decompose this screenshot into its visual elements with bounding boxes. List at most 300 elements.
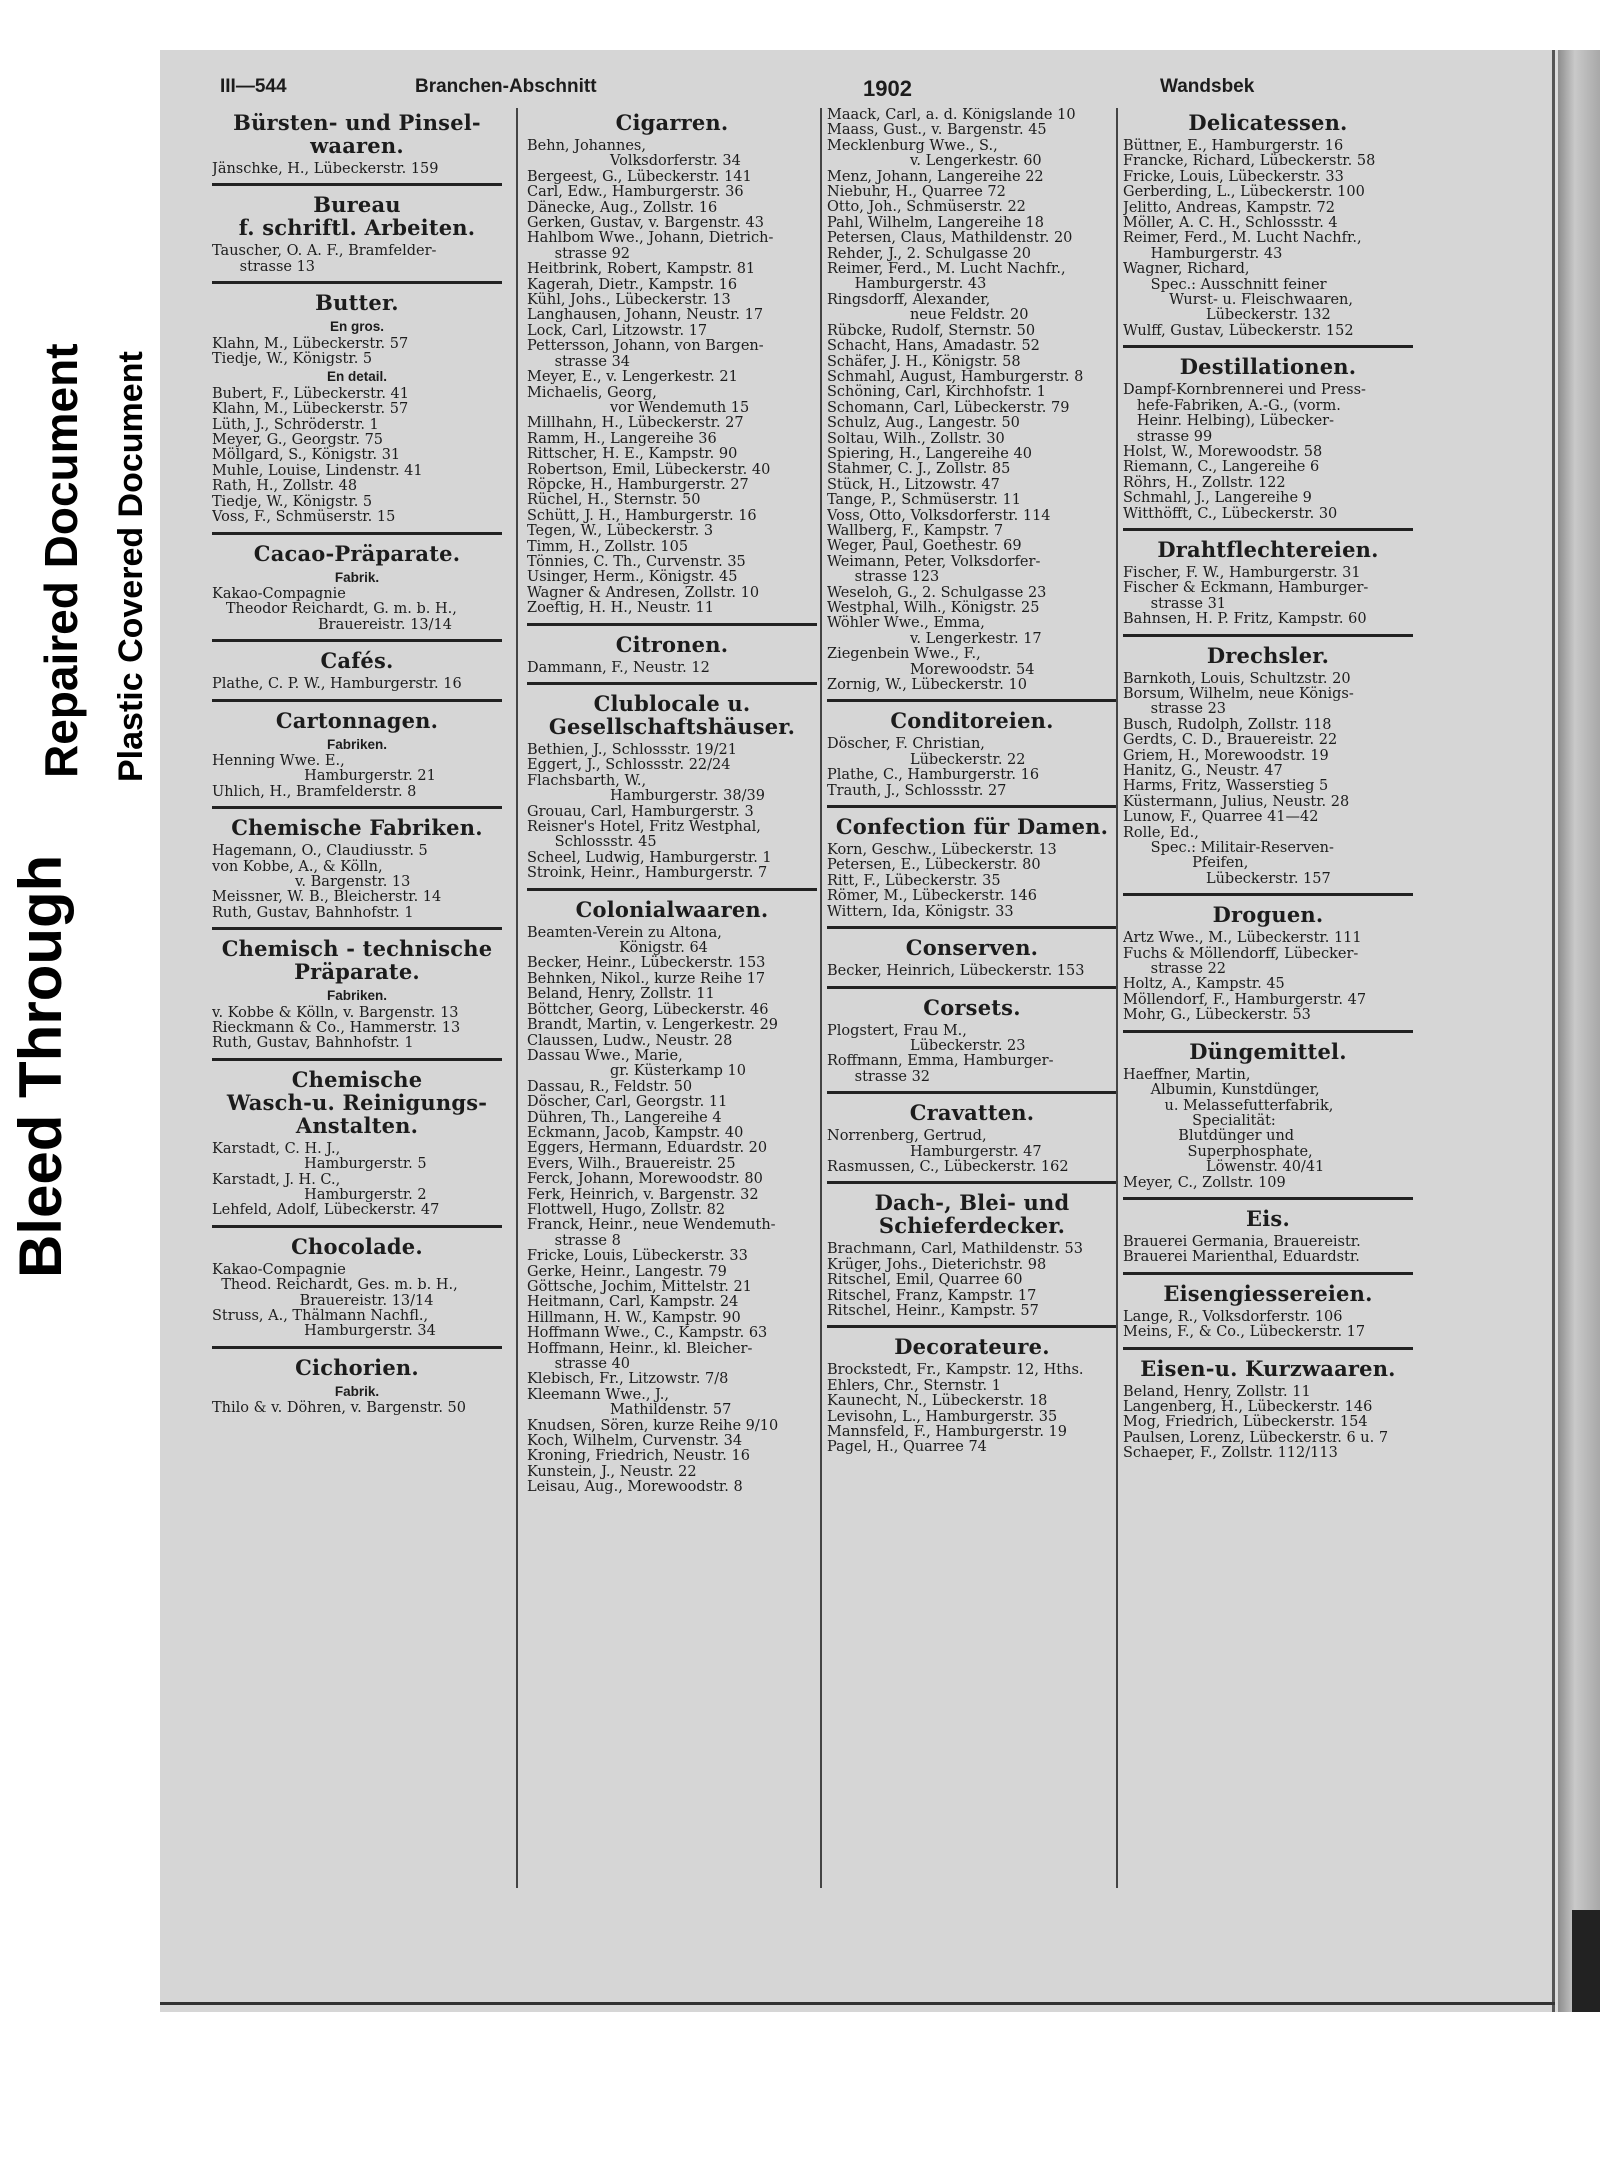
directory-entry: Langhausen, Johann, Neustr. 17 (527, 307, 764, 324)
directory-section (1123, 644, 1413, 897)
directory-entry: Tegen, W., Lübeckerstr. 3 (527, 523, 714, 540)
directory-entry: Wulff, Gustav, Lübeckerstr. 152 (1123, 322, 1354, 339)
directory-entry: strasse 123 (827, 569, 940, 586)
directory-entry: Hanitz, G., Neustr. 47 (1123, 763, 1283, 779)
directory-entry: Röpcke, H., Hamburgerstr. 27 (527, 476, 749, 493)
directory-entry: Lange, R., Volksdorferstr. 106 (1123, 1308, 1343, 1325)
directory-entry: Theod. Reichardt, Ges. m. b. H., (212, 1277, 458, 1294)
directory-entry: Römer, M., Lübeckerstr. 146 (827, 888, 1037, 905)
section-title: Cartonnagen. (275, 707, 439, 733)
directory-entry: gr. Küsterkamp 10 (527, 1063, 746, 1080)
directory-entry: Kakao-Compagnie (212, 585, 346, 602)
directory-entry: Otto, Joh., Schmüserstr. 22 (827, 199, 1026, 216)
directory-entry: strasse 22 (1123, 961, 1227, 978)
section-rule (212, 699, 502, 702)
directory-entry: Thilo & v. Döhren, v. Bargenstr. 50 (212, 1400, 466, 1417)
directory-entry: Schöning, Carl, Kirchhofstr. 1 (827, 384, 1046, 401)
directory-entry: Hoffmann, Heinr., kl. Bleicher- (527, 1340, 753, 1357)
section-title: Clublocale u. Gesellschaftshäuser. (548, 691, 796, 739)
section-rule (1123, 1347, 1413, 1350)
bottom-edge-line (160, 2002, 1555, 2005)
directory-entry: Möllgard, S., Königstr. 31 (212, 447, 401, 464)
directory-entry: Menz, Johann, Langereihe 22 (827, 168, 1044, 185)
directory-entry: Flachsbarth, W., (527, 772, 647, 789)
directory-entry: Brauerei Marienthal, Eduardstr. (1123, 1249, 1360, 1266)
directory-entry: Fuchs & Möllendorff, Lübecker- (1123, 945, 1359, 962)
directory-entry: Stahmer, C. J., Zollstr. 85 (827, 461, 1011, 478)
directory-entry: Morewoodstr. 54 (827, 661, 1035, 678)
directory-entry: Dänecke, Aug., Zollstr. 16 (527, 199, 718, 216)
directory-entry: Volksdorferstr. 34 (527, 153, 741, 170)
directory-section (527, 633, 817, 685)
directory-entry: Ritschel, Emil, Quarree 60 (827, 1272, 1023, 1289)
directory-entry: Dühren, Th., Langereihe 4 (527, 1109, 722, 1126)
directory-entry: Rüchel, H., Sternstr. 50 (527, 492, 701, 509)
directory-entry: Spec.: Militair-Reserven- (1123, 840, 1334, 857)
column-divider (1116, 108, 1118, 1888)
directory-entry: Pahl, Wilhelm, Langereihe 18 (827, 214, 1044, 231)
directory-entry: Millhahn, H., Lübeckerstr. 27 (527, 415, 744, 432)
directory-entry: Schomann, Carl, Lübeckerstr. 79 (827, 399, 1070, 416)
section-rule (212, 183, 502, 186)
directory-entry: Specialität: (1123, 1112, 1276, 1129)
directory-entry: Röhrs, H., Zollstr. 122 (1123, 474, 1286, 491)
directory-entry: Ferk, Heinrich, v. Bargenstr. 32 (527, 1186, 759, 1203)
directory-section (1123, 1357, 1413, 1462)
section-rule (827, 1091, 1117, 1094)
directory-entry: Kleemann Wwe., J., (527, 1386, 669, 1403)
directory-section (212, 1356, 502, 1417)
directory-entry: Heitmann, Carl, Kampstr. 24 (527, 1294, 739, 1311)
directory-entry: Zoeftig, H. H., Neustr. 11 (527, 600, 714, 617)
directory-entry: Uhlich, H., Bramfelderstr. 8 (212, 783, 417, 800)
subsection-heading: Fabriken. (326, 736, 388, 752)
directory-entry: Hamburgerstr. 5 (212, 1156, 427, 1173)
directory-entry: Riemann, C., Langereihe 6 (1123, 459, 1320, 476)
directory-entry: Meyer, E., v. Lengerkestr. 21 (527, 369, 738, 386)
directory-entry: Meins, F., & Co., Lübeckerstr. 17 (1123, 1324, 1366, 1341)
directory-entry: Bethien, J., Schlossstr. 19/21 (527, 742, 737, 758)
directory-entry: Hamburgerstr. 38/39 (527, 788, 765, 805)
section-rule (212, 927, 502, 930)
section-title: Bürsten- und Pinsel- waaren. (233, 110, 481, 158)
directory-entry: Mohr, G., Lübeckerstr. 53 (1123, 1007, 1311, 1024)
directory-entry: Lunow, F., Quarree 41—42 (1123, 809, 1319, 826)
directory-entry: strasse 32 (827, 1068, 931, 1085)
directory-entry: Gerke, Heinr., Langestr. 79 (527, 1263, 727, 1280)
directory-entry: Tönnies, C. Th., Curvenstr. 35 (527, 553, 746, 570)
directory-entry: strasse 31 (1123, 595, 1227, 612)
directory-entry: Hamburgerstr. 2 (212, 1187, 427, 1204)
section-title: Chemische Fabriken. (231, 815, 483, 841)
directory-entry: Haeffner, Martin, (1123, 1066, 1251, 1083)
directory-entry: Dampf-Kornbrennerei und Press- (1123, 382, 1366, 399)
directory-entry: neue Feldstr. 20 (827, 307, 1029, 324)
directory-entry: Rieckmann & Co., Hammerstr. 13 (212, 1020, 461, 1036)
directory-entry: Borsum, Wilhelm, neue Königs- (1123, 685, 1354, 702)
directory-entry: Weseloh, G., 2. Schulgasse 23 (827, 584, 1047, 601)
directory-entry: Heinr. Helbing), Lübecker- (1123, 413, 1335, 430)
directory-entry: Löwenstr. 40/41 (1123, 1159, 1325, 1176)
directory-entry: Petersen, Claus, Mathildenstr. 20 (827, 230, 1073, 247)
directory-entry: Koch, Wilhelm, Curvenstr. 34 (527, 1433, 743, 1450)
directory-section (1123, 355, 1413, 531)
section-rule (212, 1346, 502, 1349)
directory-entry: Wagner & Andresen, Zollstr. 10 (527, 584, 760, 601)
directory-section (527, 898, 817, 1496)
directory-entry: Rasmussen, C., Lübeckerstr. 162 (827, 1158, 1069, 1175)
directory-entry: Witthöfft, C., Lübeckerstr. 30 (1123, 505, 1338, 522)
directory-entry: Rübcke, Rudolf, Sternstr. 50 (827, 322, 1036, 339)
directory-section (827, 108, 1117, 702)
directory-entry: Bergeest, G., Lübeckerstr. 141 (527, 168, 752, 185)
section-rule (527, 682, 817, 685)
directory-entry: Wurst- u. Fleischwaaren, (1123, 292, 1353, 309)
directory-entry: Flottwell, Hugo, Zollstr. 82 (527, 1201, 726, 1218)
directory-entry: Langenberg, H., Lübeckerstr. 146 (1123, 1398, 1373, 1415)
directory-entry: Rittscher, H. E., Kampstr. 90 (527, 446, 738, 463)
section-title: Drahtflechtereien. (1157, 536, 1379, 562)
section-rule (1123, 345, 1413, 348)
directory-entry: Brauereistr. 13/14 (212, 616, 452, 633)
directory-section (827, 1335, 1117, 1455)
directory-entry: Jelitto, Andreas, Kampstr. 72 (1123, 199, 1335, 216)
directory-entry: Reimer, Ferd., M. Lucht Nachfr., (827, 261, 1066, 278)
directory-entry: Blutdünger und (1123, 1128, 1295, 1145)
directory-entry: Eggers, Hermann, Eduardstr. 20 (527, 1140, 768, 1157)
directory-entry: strasse 34 (527, 353, 631, 370)
directory-entry: Schlossstr. 45 (527, 834, 657, 851)
directory-entry: Schacht, Hans, Amadastr. 52 (827, 338, 1040, 355)
directory-entry: Hamburgerstr. 43 (1123, 245, 1283, 262)
directory-entry: Michaelis, Georg, (527, 384, 657, 401)
directory-entry: Dassau Wwe., Marie, (527, 1047, 683, 1064)
directory-entry: Maack, Carl, a. d. Königslande 10 (827, 108, 1076, 123)
directory-entry: Norrenberg, Gertrud, (827, 1128, 987, 1145)
section-title: Droguen. (1212, 902, 1324, 928)
directory-section (1123, 1207, 1413, 1275)
directory-entry: Dassau, R., Feldstr. 50 (527, 1078, 693, 1095)
directory-entry: Behn, Johannes, (527, 138, 646, 154)
directory-entry: Kakao-Compagnie (212, 1261, 346, 1278)
section-rule (827, 986, 1117, 989)
section-rule (212, 532, 502, 535)
directory-entry: Pettersson, Johann, von Bargen- (527, 338, 764, 355)
directory-entry: Dammann, F., Neustr. 12 (527, 659, 710, 676)
section-rule (827, 926, 1117, 929)
directory-entry: Meissner, W. B., Bleicherstr. 14 (212, 889, 442, 906)
directory-entry: Möllendorf, F., Hamburgerstr. 47 (1123, 991, 1367, 1008)
header-place: Wandsbek (1160, 76, 1255, 97)
directory-section (212, 816, 502, 930)
directory-section (827, 1191, 1117, 1328)
repaired-document-label: Repaired Document (35, 343, 87, 778)
directory-entry: Stück, H., Litzowstr. 47 (827, 476, 1000, 493)
directory-entry: Hamburgerstr. 47 (827, 1143, 1042, 1160)
directory-section (827, 1101, 1117, 1184)
directory-entry: Tiedje, W., Königstr. 5 (212, 493, 373, 510)
directory-entry: Fischer, F. W., Hamburgerstr. 31 (1123, 564, 1361, 581)
section-title: Chemisch - technische Präparate. (221, 936, 493, 985)
directory-entry: Plathe, C., Hamburgerstr. 16 (827, 767, 1040, 784)
directory-entry: Meyer, C., Zollstr. 109 (1123, 1174, 1286, 1191)
directory-entry: Beland, Henry, Zollstr. 11 (1123, 1383, 1311, 1400)
section-title: Cafés. (320, 648, 394, 674)
directory-entry: Hagemann, O., Claudiusstr. 5 (212, 843, 428, 860)
directory-entry: strasse 92 (527, 245, 631, 262)
directory-entry: Mannsfeld, F., Hamburgerstr. 19 (827, 1424, 1067, 1440)
section-title: Butter. (315, 290, 399, 316)
section-title: Delicatessen. (1188, 110, 1348, 135)
directory-entry: Ramm, H., Langereihe 36 (527, 430, 717, 447)
directory-entry: Holst, W., Morewoodstr. 58 (1123, 443, 1323, 460)
directory-entry: Hamburgerstr. 21 (212, 768, 436, 785)
directory-entry: Pagel, H., Quarree 74 (827, 1439, 987, 1456)
directory-entry: Lübeckerstr. 132 (1123, 307, 1331, 324)
column-2 (527, 108, 817, 1888)
directory-entry: Hahlbom Wwe., Johann, Dietrich- (527, 230, 774, 247)
directory-entry: Roffmann, Emma, Hamburger- (827, 1053, 1054, 1070)
directory-entry: Grouau, Carl, Hamburgerstr. 3 (527, 803, 754, 820)
directory-entry: Trauth, J., Schlossstr. 27 (827, 782, 1007, 799)
directory-section (1123, 538, 1413, 637)
directory-entry: Fricke, Louis, Lübeckerstr. 33 (527, 1248, 748, 1265)
plastic-covered-label: Plastic Covered Document (112, 351, 150, 782)
directory-entry: v. Lengerkestr. 17 (827, 630, 1042, 647)
directory-entry: Westphal, Wilh., Königstr. 25 (827, 600, 1040, 616)
directory-entry: v. Lengerkestr. 60 (827, 153, 1042, 170)
directory-section (827, 936, 1117, 988)
directory-entry: Ritt, F., Lübeckerstr. 35 (827, 872, 1001, 889)
directory-entry: Barnkoth, Louis, Schultzstr. 20 (1123, 670, 1351, 687)
directory-section (212, 937, 502, 1061)
directory-section (212, 1235, 502, 1349)
directory-entry: v. Kobbe & Kölln, v. Bargenstr. 13 (212, 1004, 459, 1021)
directory-entry: Brauereistr. 13/14 (212, 1292, 434, 1309)
directory-entry: Francke, Richard, Lübeckerstr. 58 (1123, 153, 1376, 170)
section-title: Chemische Wasch-u. Reinigungs- Anstalten. (226, 1066, 488, 1138)
directory-entry: Küstermann, Julius, Neustr. 28 (1123, 793, 1350, 810)
column-3 (827, 108, 1117, 1888)
directory-entry: Tiedje, W., Königstr. 5 (212, 351, 373, 368)
directory-entry: hefe-Fabriken, A.-G., (vorm. (1123, 397, 1341, 414)
directory-section (212, 1068, 502, 1228)
directory-entry: Lübeckerstr. 23 (827, 1037, 1026, 1054)
section-title: Confection für Damen. (835, 814, 1109, 840)
directory-entry: Spec.: Ausschnitt feiner (1123, 276, 1327, 293)
section-title: Cravatten. (909, 1100, 1035, 1126)
directory-entry: Meyer, G., Georgstr. 75 (212, 432, 384, 449)
directory-entry: Superphosphate, (1123, 1143, 1313, 1160)
directory-entry: Holtz, A., Kampstr. 45 (1123, 976, 1285, 993)
section-title: Drechsler. (1206, 642, 1330, 668)
directory-entry: Kaunecht, N., Lübeckerstr. 18 (827, 1393, 1048, 1410)
directory-entry: Behnken, Nikol., kurze Reihe 17 (527, 970, 766, 987)
directory-entry: u. Melassefutterfabrik, (1123, 1097, 1334, 1114)
section-rule (1123, 528, 1413, 531)
directory-entry: Ziegenbein Wwe., F., (827, 646, 981, 663)
directory-entry: Reimer, Ferd., M. Lucht Nachfr., (1123, 230, 1362, 247)
directory-entry: Bubert, F., Lübeckerstr. 41 (212, 385, 409, 402)
directory-entry: Korn, Geschw., Lübeckerstr. 13 (827, 842, 1057, 859)
directory-entry: Königstr. 64 (527, 940, 708, 957)
section-rule (1123, 1030, 1413, 1033)
directory-entry: Rolle, Ed., (1123, 824, 1199, 841)
directory-entry: Böttcher, Georg, Lübeckerstr. 46 (527, 1001, 769, 1018)
page-header (160, 70, 1460, 102)
directory-entry: Soltau, Wilh., Zollstr. 30 (827, 430, 1005, 447)
directory-entry: Eckmann, Jacob, Kampstr. 40 (527, 1124, 744, 1141)
directory-entry: Mog, Friedrich, Lübeckerstr. 154 (1123, 1414, 1368, 1431)
directory-entry: von Kobbe, A., & Kölln, (212, 858, 383, 875)
column-4 (1123, 108, 1413, 1888)
directory-entry: Voss, F., Schmüserstr. 15 (212, 509, 396, 526)
directory-entry: Hillmann, H. W., Kampstr. 90 (527, 1309, 741, 1326)
directory-section (212, 709, 502, 810)
directory-entry: Theodor Reichardt, G. m. b. H., (212, 601, 457, 618)
directory-entry: Weger, Paul, Goethestr. 69 (827, 538, 1022, 555)
section-title: Conditoreien. (890, 708, 1054, 734)
directory-entry: Harms, Fritz, Wasserstieg 5 (1123, 778, 1329, 795)
directory-section (212, 649, 502, 701)
directory-entry: v. Bargenstr. 13 (212, 873, 411, 890)
section-title: Eisen-u. Kurzwaaren. (1140, 1355, 1396, 1381)
directory-entry: Weimann, Peter, Volksdorfer- (827, 553, 1041, 570)
directory-page (160, 50, 1555, 2012)
directory-section (827, 996, 1117, 1095)
column-divider (516, 108, 518, 1888)
directory-entry: Ritschel, Heinr., Kampstr. 57 (827, 1302, 1039, 1319)
directory-section (527, 111, 817, 626)
directory-entry: Lüth, J., Schröderstr. 1 (212, 416, 379, 433)
directory-entry: Becker, Heinr., Lübeckerstr. 153 (527, 955, 766, 972)
directory-entry: Mathildenstr. 57 (527, 1402, 732, 1419)
directory-entry: Claussen, Ludw., Neustr. 28 (527, 1032, 733, 1049)
directory-entry: Ehlers, Chr., Sternstr. 1 (827, 1377, 1001, 1394)
directory-section (527, 692, 817, 891)
directory-entry: Knudsen, Sören, kurze Reihe 9/10 (527, 1417, 779, 1434)
section-title: Eis. (1246, 1205, 1290, 1231)
directory-entry: Stroink, Heinr., Hamburgerstr. 7 (527, 865, 768, 882)
binding-edge (1558, 50, 1600, 2012)
directory-entry: Fricke, Louis, Lübeckerstr. 33 (1123, 168, 1344, 185)
subsection-heading: En gros. (329, 319, 384, 335)
directory-entry: Möller, A. C. H., Schlossstr. 4 (1123, 215, 1338, 232)
scanned-sheet (160, 50, 1600, 2012)
directory-entry: Wittern, Ida, Königstr. 33 (827, 903, 1014, 920)
directory-entry: Voss, Otto, Volksdorferstr. 114 (827, 507, 1051, 524)
section-title: Cigarren. (615, 110, 729, 135)
directory-entry: Reisner's Hotel, Fritz Westphal, (527, 819, 761, 836)
directory-entry: Carl, Edw., Hamburgerstr. 36 (527, 184, 744, 201)
directory-entry: Gerken, Gustav, v. Bargenstr. 43 (527, 215, 764, 232)
directory-entry: Hamburgerstr. 43 (827, 276, 987, 293)
section-title: Eisengiessereien. (1163, 1280, 1373, 1306)
directory-entry: strasse 99 (1123, 428, 1213, 445)
directory-entry: Jänschke, H., Lübeckerstr. 159 (212, 161, 439, 177)
section-title: Chocolade. (291, 1233, 423, 1259)
subsection-heading: Fabrik. (334, 569, 380, 585)
directory-entry: Leisau, Aug., Morewoodstr. 8 (527, 1479, 743, 1496)
directory-entry: Muhle, Louise, Lindenstr. 41 (212, 462, 423, 479)
directory-entry: strasse 40 (527, 1356, 631, 1373)
section-title: Bureau f. schriftl. Arbeiten. (238, 192, 476, 241)
directory-entry: Schaeper, F., Zollstr. 112/113 (1123, 1445, 1338, 1462)
directory-entry: Bahnsen, H. P. Fritz, Kampstr. 60 (1123, 611, 1367, 628)
directory-entry: Ruth, Gustav, Bahnhofstr. 1 (212, 1035, 414, 1052)
section-rule (212, 639, 502, 642)
directory-entry: Robertson, Emil, Lübeckerstr. 40 (527, 461, 771, 478)
directory-entry: Rehder, J., 2. Schulgasse 20 (827, 245, 1032, 262)
directory-section (827, 709, 1117, 808)
subsection-heading: En detail. (326, 369, 387, 385)
directory-entry: strasse 8 (527, 1232, 621, 1249)
directory-entry: Schmahl, August, Hamburgerstr. 8 (827, 368, 1084, 385)
directory-entry: Spiering, H., Langereihe 40 (827, 445, 1032, 462)
directory-entry: Lübeckerstr. 157 (1123, 870, 1331, 887)
directory-entry: Hoffmann Wwe., C., Kampstr. 63 (527, 1325, 768, 1342)
section-rule (827, 1325, 1117, 1328)
directory-entry: Beamten-Verein zu Altona, (527, 924, 722, 941)
directory-entry: Wagner, Richard, (1123, 261, 1250, 278)
header-year: 1902 (863, 76, 912, 101)
directory-entry: Karstadt, C. H. J., (212, 1140, 341, 1157)
section-title: Düngemittel. (1189, 1038, 1347, 1064)
section-title: Decorateure. (894, 1334, 1050, 1360)
directory-entry: Klahn, M., Lübeckerstr. 57 (212, 335, 409, 352)
header-section: Branchen-Abschnitt (415, 76, 597, 97)
directory-section (212, 291, 502, 534)
section-title: Colonialwaaren. (575, 896, 769, 922)
directory-entry: Brockstedt, Fr., Kampstr. 12, Hths. (827, 1362, 1084, 1379)
directory-section (212, 542, 502, 643)
directory-entry: Ruth, Gustav, Bahnhofstr. 1 (212, 904, 414, 921)
section-title: Corsets. (923, 994, 1021, 1020)
directory-entry: Döscher, F. Christian, (827, 736, 985, 753)
directory-entry: Pfeifen, (1123, 855, 1249, 872)
directory-entry: Ritschel, Franz, Kampstr. 17 (827, 1287, 1037, 1304)
directory-entry: Mecklenburg Wwe., S., (827, 137, 998, 154)
directory-entry: Heitbrink, Robert, Kampstr. 81 (527, 261, 756, 278)
directory-section (827, 815, 1117, 929)
directory-entry: Kunstein, J., Neustr. 22 (527, 1463, 697, 1480)
section-rule (212, 281, 502, 284)
directory-entry: Schütt, J. H., Hamburgerstr. 16 (527, 507, 757, 524)
directory-entry: vor Wendemuth 15 (527, 399, 750, 416)
directory-entry: Lübeckerstr. 22 (827, 751, 1026, 768)
directory-entry: Timm, H., Zollstr. 105 (527, 538, 689, 555)
directory-section (1123, 1040, 1413, 1200)
directory-entry: Schäfer, J. H., Königstr. 58 (827, 353, 1021, 370)
directory-entry: Gerberding, L., Lübeckerstr. 100 (1123, 184, 1365, 201)
section-title: Cacao-Präparate. (253, 540, 461, 566)
header-page-number: III—544 (220, 76, 287, 97)
directory-entry: Ferck, Johann, Morewoodstr. 80 (527, 1171, 763, 1188)
directory-entry: Kagerah, Dietr., Kampstr. 16 (527, 276, 738, 293)
section-rule (1123, 893, 1413, 896)
directory-entry: Brandt, Martin, v. Lengerkestr. 29 (527, 1017, 779, 1034)
section-title: Cichorien. (295, 1354, 419, 1380)
directory-entry: strasse 23 (1123, 701, 1227, 718)
directory-section (212, 111, 502, 186)
directory-entry: Petersen, E., Lübeckerstr. 80 (827, 857, 1041, 874)
directory-entry: Brauerei Germania, Brauereistr. (1123, 1233, 1361, 1250)
directory-entry: Beland, Henry, Zollstr. 11 (527, 986, 715, 1003)
directory-entry: Usinger, Herm., Königstr. 45 (527, 569, 738, 586)
directory-entry: Göttsche, Jochim, Mittelstr. 21 (527, 1279, 752, 1295)
directory-entry: Rath, H., Zollstr. 48 (212, 478, 358, 495)
directory-entry: Klebisch, Fr., Litzowstr. 7/8 (527, 1371, 729, 1388)
